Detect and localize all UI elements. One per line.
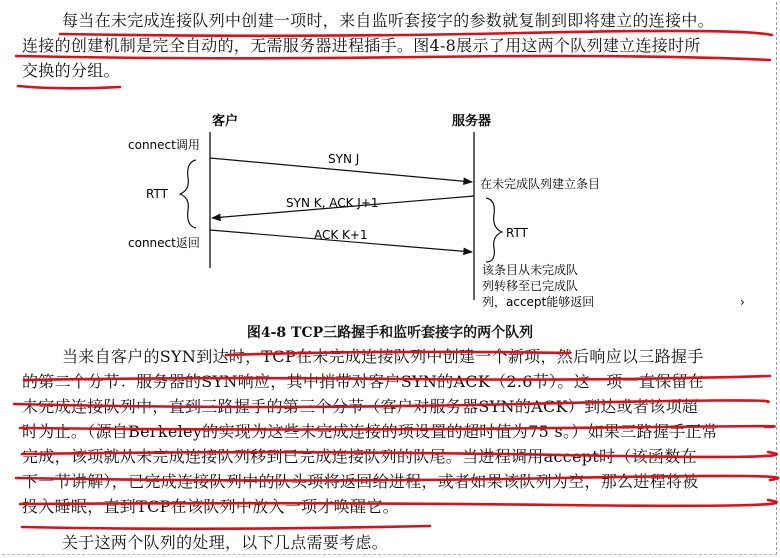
text-line: 每当在未完成连接队列中创建一项时，来自监听套接字的参数就复制到即将建立的连接中。 [62, 11, 715, 30]
syn-label: SYN J [328, 152, 360, 166]
red-underline [60, 31, 772, 36]
text-line: 下一节讲解），已完成连接队列中的队头项将返回给进程，或者如果该队列为空，那么进程将被 [22, 472, 699, 491]
red-underline [18, 86, 120, 88]
red-underline [24, 376, 770, 380]
ack-label: ACK K+1 [314, 228, 368, 242]
client-label: 客户 [212, 114, 239, 129]
server-note-incomplete: 在未完成队列建立条目 [480, 177, 601, 191]
text-line: 完成，该项就从未完成连接队列移到已完成连接队列的队尾。当进程调用accept时（该函数在 [22, 447, 697, 466]
server-note-line: 该条目从未完成队 [482, 263, 579, 277]
figure-caption: 图4-8 TCP三路握手和监听套接字的两个队列 [246, 325, 534, 341]
text-line: 连接的创建机制是完全自动的，无需服务器进程插手。图4-8展示了用这两个队列建立连接时所 [22, 36, 701, 55]
red-underline [16, 56, 770, 60]
server-note-line: 列转移至已完成队 [482, 279, 579, 293]
client-rtt-label: RTT [146, 187, 168, 201]
text-line: 投入睡眠，直到TCP在该队列中放入一项才唤醒它。 [22, 497, 399, 516]
red-underline [22, 452, 777, 457]
red-underline [20, 500, 777, 506]
text-line: 当来自客户的SYN到达时，TCP在未完成连接队列中创建一个新项，然后响应以三路握手 [62, 347, 704, 366]
text-line: 未完成连接队列中，直到三路握手的第三个分节（客户对服务器SYN的ACK）到达或者该项超 [22, 397, 699, 416]
text-line: 交换的分组。 [22, 61, 120, 80]
text-line: 关于这两个队列的处理，以下几点需要考虑。 [62, 533, 389, 552]
connect-return-label: connect返回 [128, 236, 200, 250]
server-rtt-label: RTT [506, 226, 528, 240]
red-underline [20, 426, 775, 429]
red-underline [226, 352, 570, 355]
red-underline [22, 526, 430, 529]
server-note-line: 列，accept能够返回 [482, 295, 595, 309]
syn-ack-label: SYN K, ACK J+1 [286, 196, 379, 210]
stray-mark: › [740, 295, 745, 309]
connect-call-label: connect调用 [128, 138, 200, 152]
red-underline [14, 400, 769, 407]
red-underline [16, 476, 778, 481]
text-line: 时为止。（源自Berkeley的实现为这些未完成连接的项设置的超时值为75 s。）如果三路握手正常 [22, 422, 719, 441]
text-line: 的第二个分节：服务器的SYN响应，其中捎带对客户SYN的ACK（2.6节）。这一项一直保留在 [22, 372, 705, 391]
server-label: 服务器 [452, 114, 492, 129]
